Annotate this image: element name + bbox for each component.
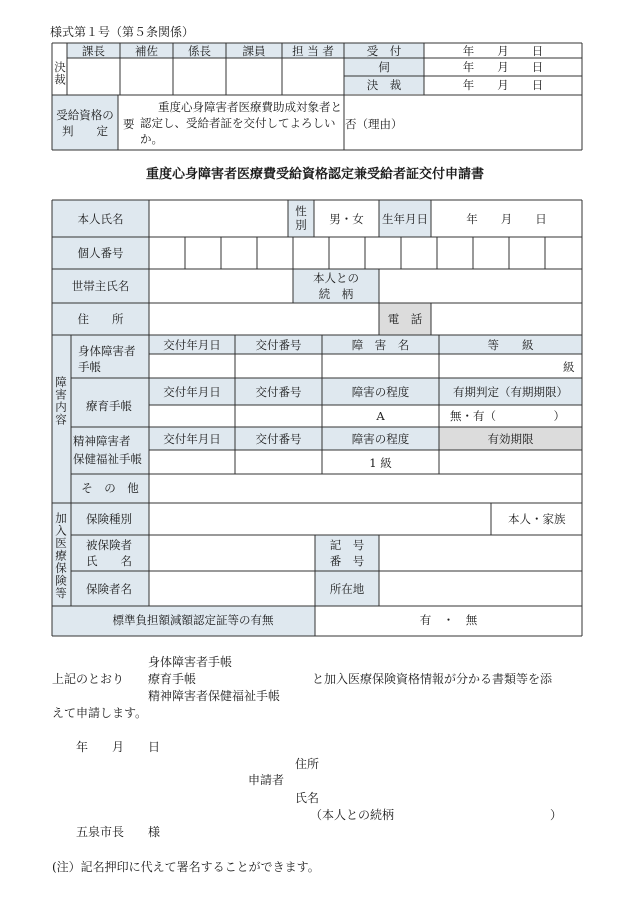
inquiry-date[interactable]: 年 月 日 — [462, 60, 544, 74]
ryoiku-degree-value[interactable]: A — [376, 409, 385, 423]
physical-header-grade: 等 級 — [487, 338, 534, 352]
physical-handbook-label-line1: 身体障害者 — [78, 344, 136, 358]
physical-header-disability-name: 障 害 名 — [351, 338, 410, 352]
other-field[interactable] — [150, 475, 581, 502]
approval-header-tanto: 担 当 者 — [292, 44, 334, 58]
approval-header-hosa: 補佐 — [135, 44, 158, 58]
sex-label-line2: 別 — [295, 218, 307, 232]
judgment-label-line2: 判 定 — [62, 124, 108, 138]
form-title: 重度心身障害者医療費受給資格認定兼受給者証交付申請書 — [145, 167, 484, 182]
ryoiku-term-value[interactable]: 無・有（ ） — [450, 409, 565, 423]
statement-option-ryoiku: 療育手帳 — [148, 672, 197, 686]
insured-name-label-line2: 氏 名 — [86, 554, 132, 568]
sex-label-line1: 性 — [295, 204, 307, 218]
receipt-label: 受 付 — [366, 44, 402, 58]
applicant-relation[interactable]: （本人との続柄 ） — [310, 808, 563, 822]
receipt-date[interactable]: 年 月 日 — [462, 44, 544, 58]
physical-handbook-label-line2: 手帳 — [78, 360, 101, 374]
judgment-yes-mark[interactable]: 要 — [123, 117, 135, 131]
judgment-no-mark[interactable]: 否（理由） — [345, 117, 403, 131]
applicant-label: 申請者 — [248, 773, 285, 787]
ryoiku-handbook-label: 療育手帳 — [86, 399, 132, 413]
ryoiku-header-term: 有期判定（有期期限） — [453, 385, 568, 399]
mental-header-issue-date: 交付年月日 — [163, 432, 221, 446]
applicant-name-label: 本人氏名 — [77, 212, 124, 226]
household-head-label: 世帯主氏名 — [71, 279, 130, 293]
judgment-text-line3: か。 — [140, 132, 163, 146]
insured-name-field[interactable] — [150, 536, 314, 570]
approval-header-kacho: 課長 — [82, 44, 105, 58]
address-field[interactable] — [150, 304, 378, 334]
symbol-number-field[interactable] — [380, 536, 581, 570]
decision-label: 決 裁 — [366, 78, 402, 92]
statement-prefix: 上記のとおり — [52, 672, 125, 686]
relation-label-line2: 続 柄 — [318, 287, 354, 301]
applicant-name-sign-label: 氏名 — [295, 791, 320, 805]
ryoiku-header-degree: 障害の程度 — [351, 385, 410, 399]
physical-header-issue-number: 交付番号 — [255, 338, 302, 352]
applicant-address-label: 住所 — [295, 757, 320, 771]
statement-option-physical: 身体障害者手帳 — [148, 655, 233, 669]
addressee: 五泉市長 様 — [76, 825, 161, 839]
ryoiku-header-issue-date: 交付年月日 — [163, 385, 221, 399]
approval-header-kain: 課員 — [242, 44, 266, 58]
address-label: 住 所 — [77, 312, 124, 326]
physical-grade-suffix: 級 — [563, 360, 575, 374]
limit-cert-label: 標準負担額減額認定証等の有無 — [112, 613, 274, 627]
disability-side-label: 障害内容 — [54, 376, 68, 426]
phone-label: 電 話 — [387, 312, 423, 326]
insurance-side-label: 加入医療保険等 — [54, 512, 68, 600]
phone-field[interactable] — [432, 304, 581, 334]
inquiry-label: 伺 — [378, 60, 390, 74]
my-number-boxes[interactable] — [150, 238, 581, 268]
form-number-label: 様式第１号（第５条関係） — [50, 25, 195, 39]
insured-name-label-line1: 被保険者 — [86, 538, 132, 552]
symbol-label-line2: 番 号 — [329, 554, 365, 568]
household-head-field[interactable] — [150, 270, 292, 302]
decision-date[interactable]: 年 月 日 — [462, 78, 544, 92]
symbol-label-line1: 記 号 — [329, 538, 365, 552]
mental-handbook-label-line1: 精神障害者 — [73, 434, 131, 448]
dob-field[interactable]: 年 月 日 — [466, 212, 547, 226]
insurance-type-value[interactable]: 本人・家族 — [508, 512, 566, 526]
statement-option-mental: 精神障害者保健福祉手帳 — [148, 689, 281, 703]
insurer-name-field[interactable] — [150, 572, 314, 605]
other-label: そ の 他 — [81, 481, 139, 495]
relation-field[interactable] — [380, 270, 581, 302]
my-number-label: 個人番号 — [77, 246, 124, 260]
limit-cert-value[interactable]: 有 ・ 無 — [419, 613, 478, 627]
footnote: (注）記名押印に代えて署名することができます。 — [52, 860, 320, 874]
judgment-text-line2: 認定し、受給者証を交付してよろしい — [140, 116, 336, 130]
sex-options[interactable]: 男・女 — [329, 212, 364, 226]
application-date[interactable]: 年 月 日 — [76, 740, 161, 754]
statement-suffix: と加入医療保険資格情報が分かる書類等を添 — [312, 672, 553, 686]
insurer-location-label: 所在地 — [329, 582, 365, 596]
relation-label-line1: 本人との — [313, 271, 359, 285]
approval-header-kakaricho: 係長 — [188, 44, 211, 58]
statement-line2: えて申請します。 — [52, 706, 148, 720]
ryoiku-header-issue-number: 交付番号 — [255, 385, 302, 399]
insurer-name-label: 保険者名 — [86, 582, 132, 596]
mental-header-valid-until: 有効期限 — [487, 432, 534, 446]
insurer-location-field[interactable] — [380, 572, 581, 605]
approval-side-label: 決裁 — [53, 61, 67, 86]
dob-label: 生年月日 — [382, 212, 428, 226]
applicant-name-field[interactable] — [150, 201, 287, 236]
judgment-label-line1: 受給資格の — [56, 108, 114, 122]
insurance-type-label: 保険種別 — [86, 512, 132, 526]
mental-handbook-label-line2: 保健福祉手帳 — [73, 452, 142, 466]
mental-header-degree: 障害の程度 — [351, 432, 410, 446]
mental-header-issue-number: 交付番号 — [255, 432, 302, 446]
physical-header-issue-date: 交付年月日 — [163, 338, 221, 352]
judgment-text-line1: 重度心身障害者医療費助成対象者と — [158, 100, 342, 114]
mental-degree-value[interactable]: 1 級 — [369, 456, 392, 470]
